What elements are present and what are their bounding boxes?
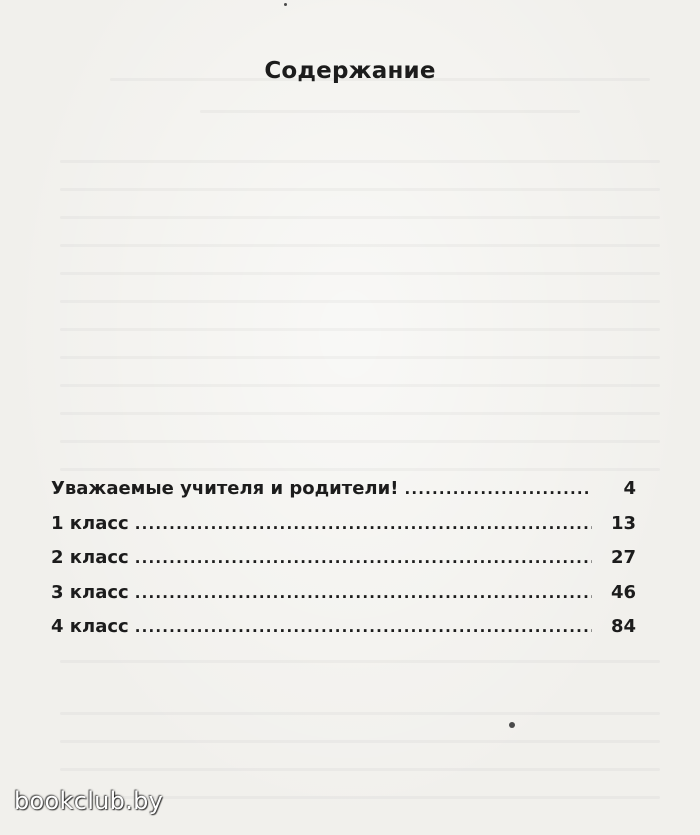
bleed-through-line [60,188,660,191]
page-title: Содержание [264,58,436,84]
bleed-through-line [60,160,660,163]
toc-entry-label: Уважаемые учителя и родители! [51,478,399,499]
toc-entry [51,478,636,513]
toc-entry-label: 2 класс [51,547,129,568]
bleed-through-line [60,328,660,331]
toc-entry-label: 1 класс [51,512,129,534]
toc-entry-page: 84 [610,616,636,637]
toc-entry-label: 4 класс [51,616,129,637]
toc-leader-dots [135,618,592,636]
bleed-through-line [200,110,580,113]
toc-leader-dots [135,515,592,533]
toc-entry-page: 27 [610,547,636,568]
bleed-through-line [60,356,660,359]
toc-leader-dots [135,584,592,602]
toc-entry [51,547,636,582]
bleed-through-line [60,768,660,771]
toc-entry [51,616,636,651]
bleed-through-line [60,216,660,219]
bleed-through-line [60,244,660,247]
bleed-through-line [60,412,660,415]
site-watermark: bookclub.by [14,787,164,815]
toc-entry-label: 3 класс [51,581,129,603]
toc-entry [51,582,636,617]
toc-entry-page: 4 [623,478,636,499]
bleed-through-line [60,300,660,303]
bleed-through-line [60,660,660,663]
toc-leader-dots [404,480,592,498]
bleed-through-line [60,440,660,443]
toc-entry-page: 46 [610,581,636,603]
ink-speck [284,3,287,6]
bleed-through-line [60,384,660,387]
toc-entry [51,513,636,548]
table-of-contents [51,478,636,651]
bleed-through-line [60,468,660,471]
ink-speck [509,722,515,728]
bleed-through-line [60,712,660,715]
toc-leader-dots [135,549,592,567]
toc-entry-page: 13 [610,512,636,534]
bleed-through-line [60,740,660,743]
bleed-through-line [60,272,660,275]
